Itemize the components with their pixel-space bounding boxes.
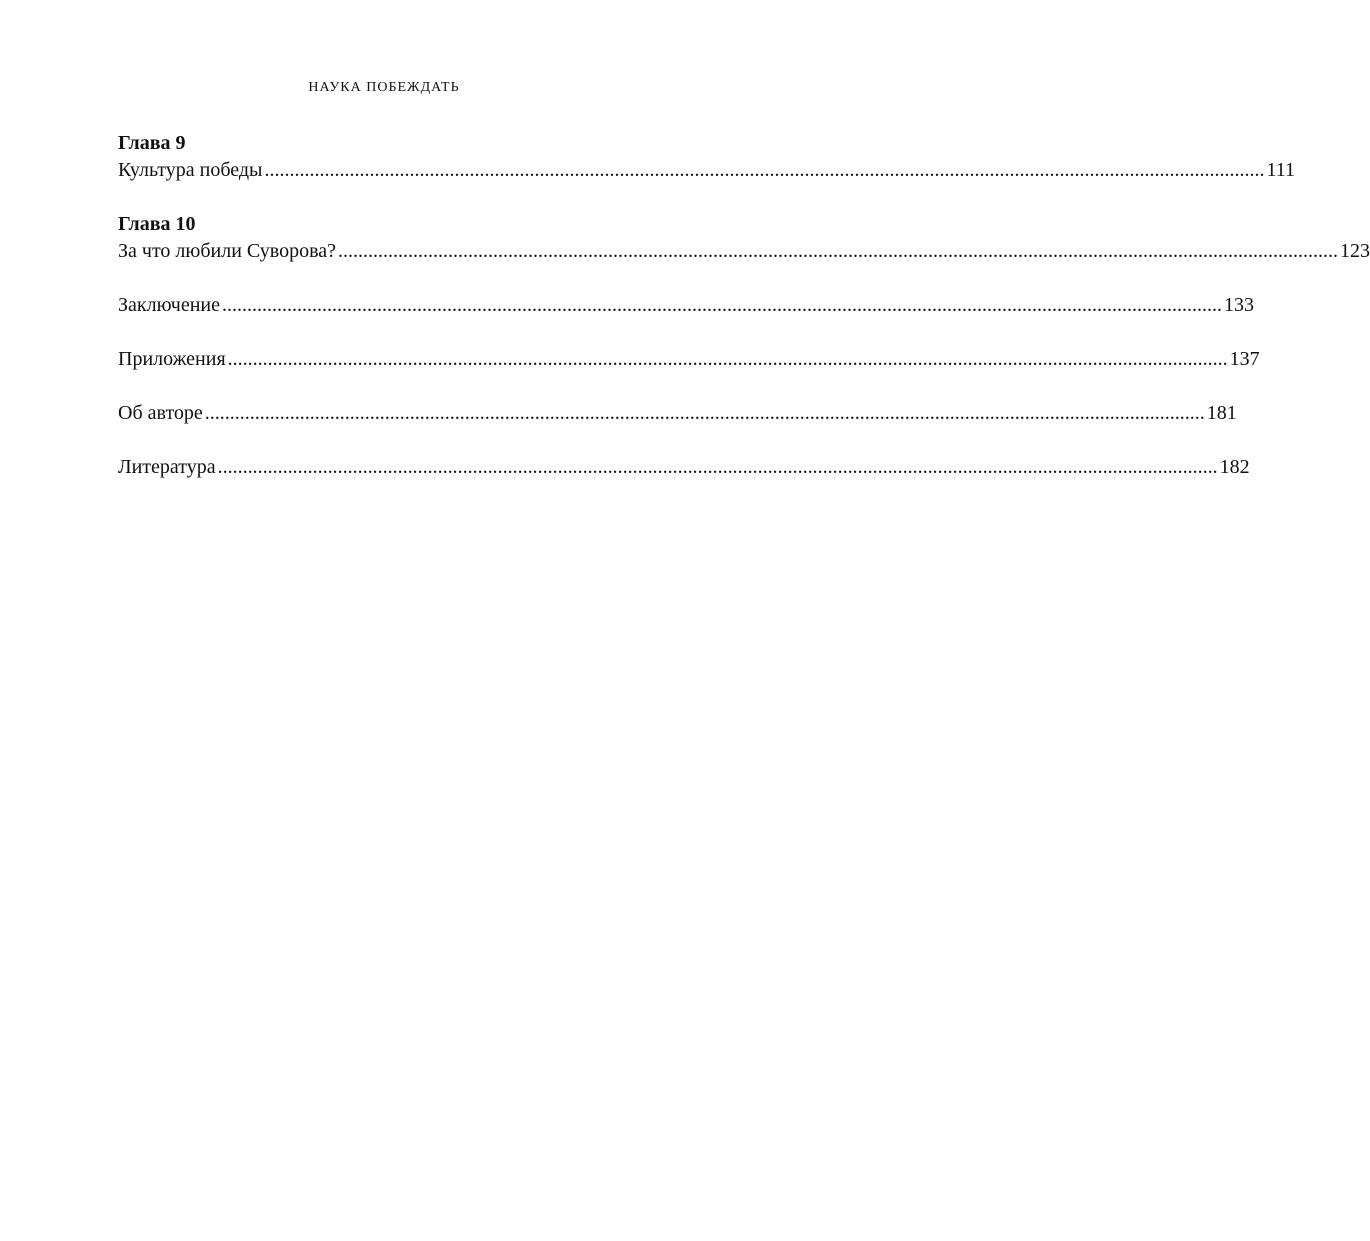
dot-leader: ........................................................................................................................................................................................................ bbox=[227, 348, 1228, 370]
toc-entry-chapter-10 bbox=[118, 238, 1370, 265]
toc-entry-appendices bbox=[118, 346, 1260, 373]
toc-entry-title: Заключение bbox=[118, 294, 220, 316]
dot-leader: ........................................................................................................................................................................................................ bbox=[338, 240, 1338, 262]
toc-entry-title: Культура победы bbox=[118, 159, 263, 181]
table-of-contents bbox=[118, 130, 1370, 481]
toc-entry-page: 182 bbox=[1219, 456, 1250, 478]
toc-entry-conclusion bbox=[118, 292, 1254, 319]
toc-entry-page: 181 bbox=[1206, 402, 1237, 424]
toc-entry-page: 137 bbox=[1229, 348, 1260, 370]
toc-entry-literature bbox=[118, 454, 1250, 481]
toc-entry-about-author bbox=[118, 400, 1237, 427]
dot-leader: ........................................................................................................................................................................................................ bbox=[222, 294, 1222, 316]
toc-entry-page: 111 bbox=[1266, 159, 1296, 181]
dot-leader: ........................................................................................................................................................................................................ bbox=[217, 456, 1218, 478]
dot-leader: ........................................................................................................................................................................................................ bbox=[264, 159, 1265, 181]
toc-entry-title: Приложения bbox=[118, 348, 226, 370]
toc-entry-page: 133 bbox=[1224, 294, 1254, 316]
running-head: НАУКА ПОБЕЖДАТЬ bbox=[308, 80, 460, 95]
toc-entry-title: Об авторе bbox=[118, 402, 203, 424]
chapter-10-heading: Глава 10 bbox=[118, 213, 196, 235]
toc-entry-title: Литература bbox=[118, 456, 216, 478]
toc-entry-title: За что любили Суворова? bbox=[118, 240, 336, 262]
chapter-9-heading: Глава 9 bbox=[118, 132, 186, 154]
toc-entry-chapter-9 bbox=[118, 157, 1296, 184]
toc-entry-page: 123 bbox=[1340, 240, 1370, 262]
dot-leader: ........................................................................................................................................................................................................ bbox=[204, 402, 1205, 424]
